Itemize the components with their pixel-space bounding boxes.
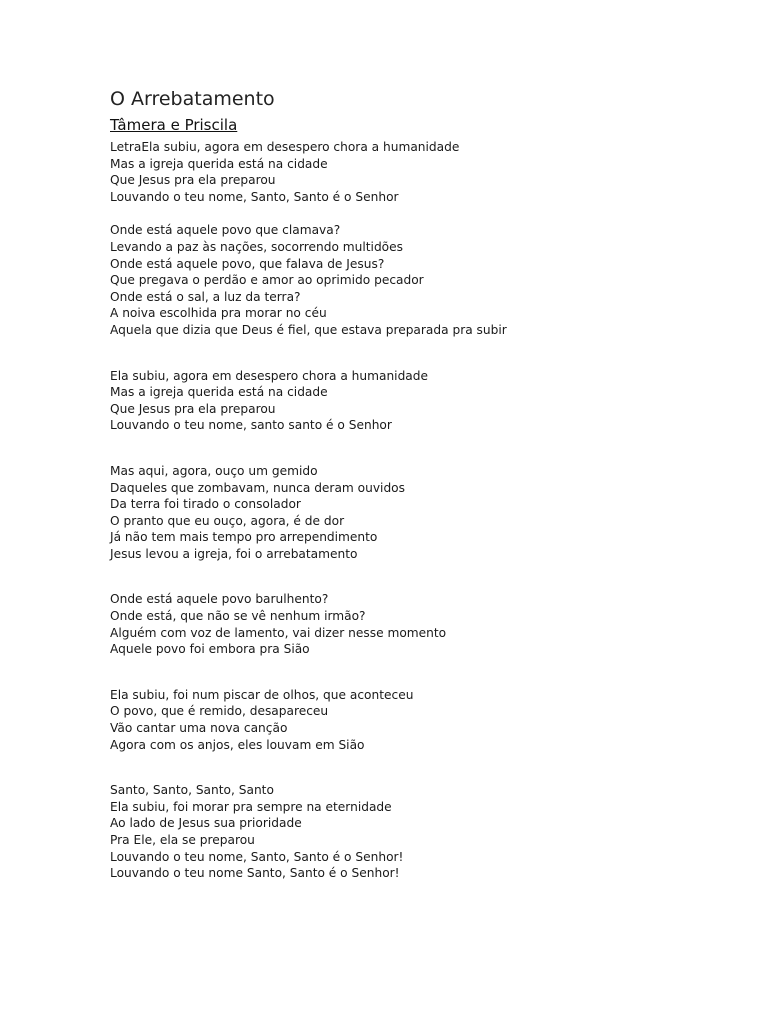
lyric-line: O povo, que é remido, desapareceu xyxy=(110,704,329,719)
lyric-line: Louvando o teu nome, Santo, Santo é o Senhor! xyxy=(110,849,404,864)
lyric-line: A noiva escolhida pra morar no céu xyxy=(110,306,327,321)
lyric-line: Alguém com voz de lamento, vai dizer nesse momento xyxy=(110,625,447,640)
stanza-1 xyxy=(110,139,730,205)
lyric-line: Onde está, que não se vê nenhum irmão? xyxy=(110,609,366,624)
stanza-4 xyxy=(110,463,730,563)
document-page xyxy=(110,86,730,882)
lyric-line: Daqueles que zombavam, nunca deram ouvidos xyxy=(110,480,405,495)
stanza-6 xyxy=(110,687,730,753)
lyric-line: O pranto que eu ouço, agora, é de dor xyxy=(110,513,345,528)
lyric-line: Que Jesus pra ela preparou xyxy=(110,401,276,416)
lyric-line: Louvando o teu nome Santo, Santo é o Senhor! xyxy=(110,866,400,881)
lyric-line: Já não tem mais tempo pro arrependimento xyxy=(110,530,378,545)
lyric-line: Agora com os anjos, eles louvam em Sião xyxy=(110,737,365,752)
lyric-line: Levando a paz às nações, socorrendo multidões xyxy=(110,239,403,254)
artist-link[interactable]: Tâmera e Priscila xyxy=(110,116,238,134)
lyric-line: Vão cantar uma nova canção xyxy=(110,721,288,736)
lyric-line: Onde está aquele povo barulhento? xyxy=(110,592,329,607)
lyric-line: Ela subiu, foi morar pra sempre na eternidade xyxy=(110,799,392,814)
lyric-line: Ela subiu, agora em desespero chora a humanidade xyxy=(110,368,429,383)
lyric-line: Pra Ele, ela se preparou xyxy=(110,833,255,847)
lyric-line: Da terra foi tirado o consolador xyxy=(110,497,301,512)
lyric-line: Mas a igreja querida está na cidade xyxy=(110,156,328,171)
lyric-line: Louvando o teu nome, santo santo é o Senhor xyxy=(110,418,392,433)
lyric-line: Ela subiu, foi num piscar de olhos, que aconteceu xyxy=(110,687,414,702)
lyric-line: Onde está aquele povo que clamava? xyxy=(110,223,341,238)
lyric-line: Onde está o sal, a luz da terra? xyxy=(110,289,301,304)
page-title: O Arrebatamento xyxy=(110,88,275,110)
lyric-line: Santo, Santo, Santo, Santo xyxy=(110,783,274,798)
lyric-line: Que pregava o perdão e amor ao oprimido pecador xyxy=(110,273,424,288)
lyric-line: Onde está aquele povo, que falava de Jesus? xyxy=(110,256,385,271)
lyric-line: LetraEla subiu, agora em desespero chora a humanidade xyxy=(110,140,460,154)
lyric-line: Jesus levou a igreja, foi o arrebatamento xyxy=(110,546,358,561)
stanza-5 xyxy=(110,591,730,657)
lyric-line: Mas aqui, agora, ouço um gemido xyxy=(110,463,318,478)
lyric-line: Ao lado de Jesus sua prioridade xyxy=(110,816,302,831)
lyric-line: Louvando o teu nome, Santo, Santo é o Senhor xyxy=(110,189,399,204)
lyric-line: Mas a igreja querida está na cidade xyxy=(110,385,328,400)
lyric-line: Aquela que dizia que Deus é fiel, que estava preparada pra subir xyxy=(110,322,507,337)
stanza-3 xyxy=(110,368,730,434)
lyric-line: Que Jesus pra ela preparou xyxy=(110,173,276,188)
stanza-7 xyxy=(110,782,730,882)
lyric-line: Aquele povo foi embora pra Sião xyxy=(110,642,310,657)
stanza-2 xyxy=(110,222,730,338)
